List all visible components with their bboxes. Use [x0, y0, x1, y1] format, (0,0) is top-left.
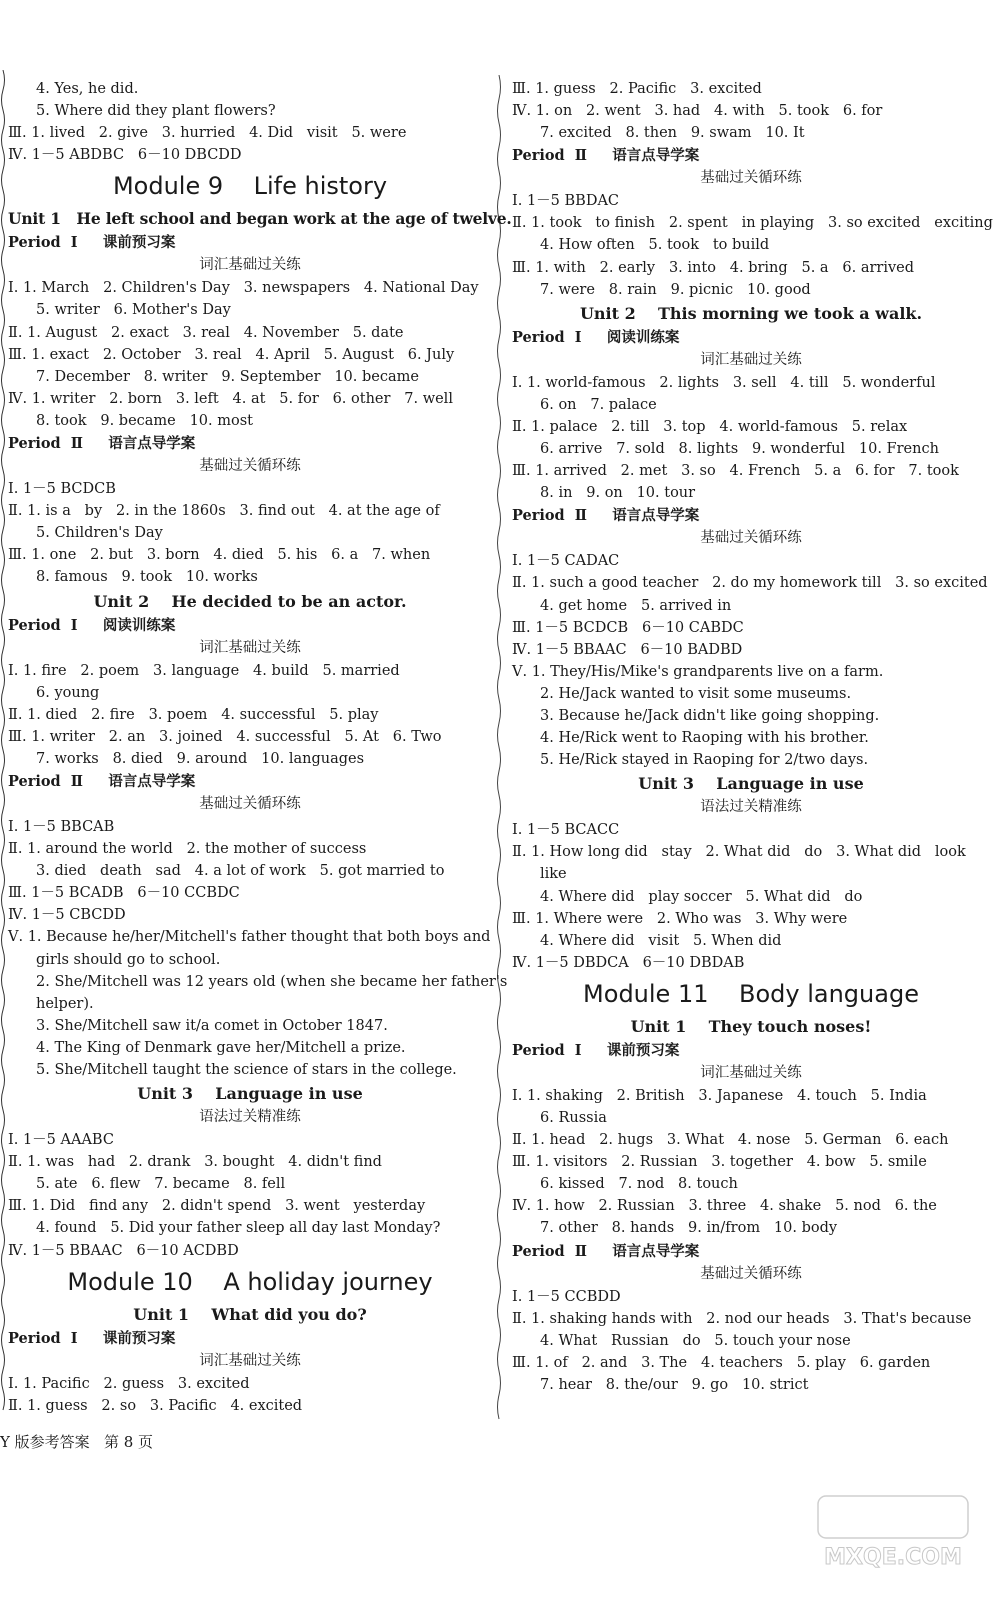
answer-line: Ⅲ. 1. arrived 2. met 3. so 4. French 5. a 6. for 7. took — [512, 463, 959, 480]
period-heading: Period Ⅱ 语言点导学案 — [8, 772, 196, 790]
answer-line: Ⅱ. 1. around the world 2. the mother of success — [8, 841, 367, 858]
answer-line: Ⅰ. 1. shaking 2. British 3. Japanese 4. touch 5. India — [512, 1087, 927, 1104]
exercise-subheading: 词汇基础过关练 — [700, 1064, 802, 1081]
answer-line: Ⅳ. 1. how 2. Russian 3. three 4. shake 5. nod 6. the — [512, 1198, 937, 1215]
answer-line: Ⅳ. 1－5 BBAAC 6－10 BADBD — [512, 641, 743, 658]
answer-line: Ⅲ. 1. one 2. but 3. born 4. died 5. his 6. a 7. when — [8, 547, 431, 564]
answer-line: 7. other 8. hands 9. in/from 10. body — [540, 1220, 838, 1237]
module-heading: Module 9 Life history — [112, 172, 388, 201]
answer-line: 4. He/Rick went to Raoping with his brother. — [540, 730, 869, 747]
answer-line: Ⅱ. 1. died 2. fire 3. poem 4. successful 5. play — [8, 706, 379, 723]
exercise-subheading: 词汇基础过关练 — [199, 639, 301, 656]
answer-line: 5. writer 6. Mother's Day — [36, 302, 231, 319]
answer-line: Ⅰ. 1. fire 2. poem 3. language 4. build 5. married — [8, 662, 400, 679]
answer-line: Ⅰ. 1－5 AAABC — [8, 1132, 114, 1149]
exercise-subheading: 词汇基础过关练 — [199, 1352, 301, 1369]
answer-line: Ⅲ. 1. of 2. and 3. The 4. teachers 5. play 6. garden — [512, 1354, 931, 1371]
right-column — [512, 78, 993, 1396]
unit-heading: Unit 2 This morning we took a walk. — [579, 303, 923, 323]
answer-line: 4. Where did play soccer 5. What did do — [540, 888, 863, 905]
module-heading: Module 10 A holiday journey — [67, 1267, 433, 1296]
exercise-subheading: 基础过关循环练 — [700, 1265, 802, 1282]
answer-line: 6. arrive 7. sold 8. lights 9. wonderful 10. French — [540, 441, 939, 458]
period-heading: Period Ⅰ 课前预习案 — [8, 1329, 176, 1347]
answer-line: 2. She/Mitchell was 12 years old (when she became her father's — [36, 973, 508, 990]
answer-line: 7. December 8. writer 9. September 10. became — [36, 368, 419, 385]
answer-line: Ⅰ. 1. Pacific 2. guess 3. excited — [8, 1375, 250, 1392]
answer-line: Ⅰ. 1. March 2. Children's Day 3. newspapers 4. National Day — [8, 280, 479, 297]
answer-line: Ⅲ. 1. Did find any 2. didn't spend 3. went yesterday — [8, 1198, 426, 1215]
answer-line: Ⅱ. 1. August 2. exact 3. real 4. November 5. date — [8, 324, 404, 341]
answer-line: Ⅳ. 1－5 DBDCA 6－10 DBDAB — [512, 954, 745, 971]
answer-line: Ⅱ. 1. took to finish 2. spent in playing 3. so excited exciting — [512, 215, 993, 232]
period-heading: Period Ⅰ 阅读训练案 — [512, 328, 680, 346]
answer-line: Ⅰ. 1－5 BCACC — [512, 822, 620, 839]
answer-line: Ⅲ. 1. guess 2. Pacific 3. excited — [512, 81, 762, 97]
unit-heading: Unit 3 Language in use — [638, 774, 864, 794]
exercise-subheading: 基础过关循环练 — [199, 795, 301, 812]
answer-line: Ⅲ. 1. visitors 2. Russian 3. together 4. bow 5. smile — [512, 1154, 927, 1171]
period-heading: Period Ⅰ 课前预习案 — [8, 234, 176, 252]
answer-line: Ⅳ. 1－5 BBAAC 6－10 ACDBD — [8, 1242, 239, 1259]
period-heading: Period Ⅰ 阅读训练案 — [8, 616, 176, 634]
answer-line: Ⅳ. 1. on 2. went 3. had 4. with 5. took 6. for — [512, 103, 883, 120]
period-heading: Period Ⅱ 语言点导学案 — [512, 1242, 700, 1260]
answer-line: Ⅴ. 1. They/His/Mike's grandparents live on a farm. — [512, 663, 884, 680]
exercise-subheading: 语法过关精准练 — [700, 799, 802, 816]
period-heading: Period Ⅱ 语言点导学案 — [8, 435, 196, 453]
answer-line: 4. Yes, he did. — [36, 81, 139, 97]
answer-line: Ⅰ. 1－5 BBCAB — [8, 818, 115, 835]
answer-line: 4. The King of Denmark gave her/Mitchell a prize. — [36, 1039, 406, 1056]
answer-line: 4. found 5. Did your father sleep all day last Monday? — [36, 1220, 441, 1237]
period-heading: Period Ⅱ 语言点导学案 — [512, 507, 700, 525]
answer-line: Ⅲ. 1. writer 2. an 3. joined 4. successful 5. At 6. Two — [8, 728, 442, 745]
answer-line: 6. young — [36, 684, 100, 701]
answer-line: 5. Children's Day — [36, 525, 163, 542]
exercise-subheading: 词汇基础过关练 — [700, 351, 802, 368]
answer-line: 7. hear 8. the/our 9. go 10. strict — [540, 1376, 809, 1393]
answer-line: Ⅴ. 1. Because he/her/Mitchell's father thought that both boys and — [8, 929, 491, 946]
answer-line: 4. What Russian do 5. touch your nose — [540, 1332, 851, 1349]
answer-line: 3. She/Mitchell saw it/a comet in October 1847. — [36, 1017, 388, 1034]
period-heading: Period Ⅱ 语言点导学案 — [512, 147, 700, 165]
answer-line: 8. famous 9. took 10. works — [36, 569, 258, 586]
answer-line: 2. He/Jack wanted to visit some museums. — [540, 685, 852, 702]
answer-line: like — [540, 866, 567, 883]
watermark-text: MXQE.COM — [824, 1545, 962, 1570]
module-heading: Module 11 Body language — [583, 979, 919, 1008]
answer-line: Ⅰ. 1－5 CCBDD — [512, 1288, 621, 1305]
answer-line: Ⅳ. 1. writer 2. born 3. left 4. at 5. for 6. other 7. well — [8, 390, 453, 407]
answer-line: 6. Russia — [540, 1110, 607, 1126]
answer-line: 7. were 8. rain 9. picnic 10. good — [540, 281, 811, 298]
answer-line: Ⅰ. 1－5 BBDAC — [512, 193, 620, 210]
answer-line: Ⅱ. 1. was had 2. drank 3. bought 4. didn't find — [8, 1154, 382, 1171]
column-divider — [496, 75, 502, 1420]
answer-line: 3. Because he/Jack didn't like going shopping. — [540, 707, 880, 724]
watermark-logo — [808, 1490, 978, 1570]
answer-line: Ⅱ. 1. palace 2. till 3. top 4. world-famous 5. relax — [512, 418, 908, 435]
answer-line: 5. Where did they plant flowers? — [36, 103, 276, 120]
binding-edge-decoration — [0, 70, 6, 1420]
answer-line: Ⅲ. 1. with 2. early 3. into 4. bring 5. a 6. arrived — [512, 259, 915, 276]
unit-heading: Unit 3 Language in use — [137, 1084, 363, 1104]
answer-line: Ⅱ. 1. shaking hands with 2. nod our heads 3. That's because — [512, 1310, 972, 1327]
period-heading: Period Ⅰ 课前预习案 — [512, 1041, 680, 1059]
answer-line: 5. He/Rick stayed in Raoping for 2/two days. — [540, 752, 869, 769]
exercise-subheading: 基础过关循环练 — [199, 458, 301, 475]
answer-line: 7. works 8. died 9. around 10. languages — [36, 750, 365, 767]
answer-line: Ⅰ. 1. world-famous 2. lights 3. sell 4. till 5. wonderful — [512, 374, 936, 391]
unit-heading: Unit 1 What did you do? — [133, 1304, 367, 1324]
answer-line: Ⅲ. 1. exact 2. October 3. real 4. April 5. August 6. July — [8, 346, 455, 363]
exercise-subheading: 基础过关循环练 — [700, 530, 802, 547]
answer-line: 3. died death sad 4. a lot of work 5. got married to — [36, 863, 445, 880]
answer-line: 5. ate 6. flew 7. became 8. fell — [36, 1176, 286, 1193]
exercise-subheading: 基础过关循环练 — [700, 170, 802, 187]
unit-heading: Unit 1 They touch noses! — [630, 1016, 872, 1036]
left-column — [8, 78, 512, 1417]
answer-line: Ⅰ. 1－5 CADAC — [512, 553, 620, 570]
answer-line: 4. get home 5. arrived in — [540, 597, 732, 614]
answer-line: 4. How often 5. took to build — [540, 237, 770, 254]
answer-line: Ⅱ. 1. such a good teacher 2. do my homework till 3. so excited — [512, 575, 988, 592]
answer-line: 4. Where did visit 5. When did — [540, 932, 782, 949]
exercise-subheading: 语法过关精准练 — [199, 1109, 301, 1126]
answer-line: Ⅲ. 1－5 BCADB 6－10 CCBDC — [8, 885, 240, 902]
answer-line: Ⅰ. 1－5 BCDCB — [8, 481, 116, 498]
answer-line: Ⅱ. 1. guess 2. so 3. Pacific 4. excited — [8, 1397, 303, 1414]
answer-line: Ⅲ. 1－5 BCDCB 6－10 CABDC — [512, 619, 744, 636]
answer-line: girls should go to school. — [36, 951, 221, 968]
page-footer: Y 版参考答案 第 8 页 — [0, 1433, 154, 1451]
answer-line: Ⅳ. 1－5 CBCDD — [8, 907, 126, 924]
answer-line: 6. on 7. palace — [540, 396, 657, 413]
exercise-subheading: 词汇基础过关练 — [199, 257, 301, 274]
answer-line: Ⅳ. 1－5 ABDBC 6－10 DBCDD — [8, 147, 242, 164]
answer-line: 6. kissed 7. nod 8. touch — [540, 1176, 738, 1193]
answer-line: helper). — [36, 995, 94, 1012]
answer-line: Ⅱ. 1. head 2. hugs 3. What 4. nose 5. German 6. each — [512, 1132, 949, 1149]
answer-line: Ⅲ. 1. Where were 2. Who was 3. Why were — [512, 910, 848, 927]
unit-heading: Unit 1 He left school and began work at the age of twelve. — [8, 209, 512, 229]
answer-line: Ⅱ. 1. is a by 2. in the 1860s 3. find out 4. at the age of — [8, 503, 440, 520]
answer-line: 8. took 9. became 10. most — [36, 412, 253, 429]
answer-line: 7. excited 8. then 9. swam 10. It — [540, 125, 805, 142]
unit-heading: Unit 2 He decided to be an actor. — [93, 591, 407, 611]
answer-line: 8. in 9. on 10. tour — [540, 485, 696, 502]
answer-line: Ⅲ. 1. lived 2. give 3. hurried 4. Did visit 5. were — [8, 125, 407, 142]
answer-line: Ⅱ. 1. How long did stay 2. What did do 3. What did look — [512, 844, 966, 861]
answer-line: 5. She/Mitchell taught the science of stars in the college. — [36, 1062, 457, 1078]
